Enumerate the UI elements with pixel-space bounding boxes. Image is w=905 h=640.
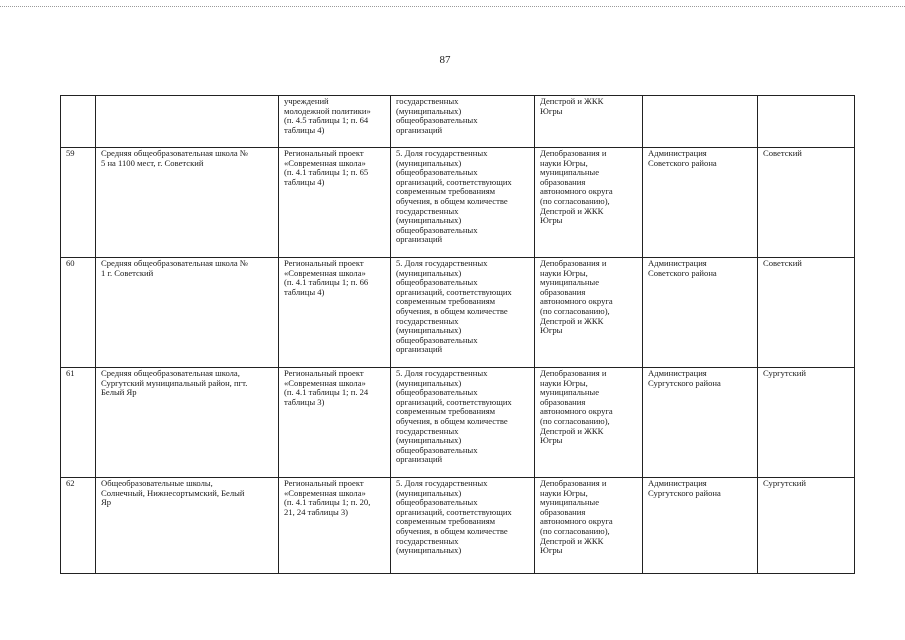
table-row [61, 478, 855, 574]
object-name: Средняя общеобразовательная школа № 5 на 1100 мест, г. Советский [96, 148, 279, 258]
object-name [96, 96, 279, 148]
district: Советский [758, 148, 855, 258]
district [758, 96, 855, 148]
indicator: 5. Доля государственных (муниципальных) общеобразовательных организаций, соответствующих современным требованиям обучения, в общем количестве государственных (муниципальных) общеобразовательных организаций [391, 368, 535, 478]
indicator: 5. Доля государственных (муниципальных) общеобразовательных организаций, соответствующих современным требованиям обучения, в общем количестве государственных (муниципальных) [391, 478, 535, 574]
object-name: Средняя общеобразовательная школа, Сургутский муниципальный район, пгт. Белый Яр [96, 368, 279, 478]
indicator: 5. Доля государственных (муниципальных) общеобразовательных организаций, соответствующих современным требованиям обучения, в общем количестве государственных (муниципальных) общеобразовательных организаций [391, 148, 535, 258]
objects-table [60, 95, 855, 574]
row-number: 59 [61, 148, 96, 258]
row-number: 62 [61, 478, 96, 574]
regional-project: учреждений молодежной политики» (п. 4.5 таблицы 1; п. 64 таблицы 4) [279, 96, 391, 148]
responsible-executor: Депобразования и науки Югры, муниципальные образования автономного округа (по согласованию), Депстрой и ЖКК Югры [535, 258, 643, 368]
indicator: 5. Доля государственных (муниципальных) общеобразовательных организаций, соответствующих современным требованиям обучения, в общем количестве государственных (муниципальных) общеобразовательных организаций [391, 258, 535, 368]
row-number [61, 96, 96, 148]
administration: Администрация Советского района [643, 258, 758, 368]
regional-project: Региональный проект «Современная школа» (п. 4.1 таблицы 1; п. 20, 21, 24 таблицы 3) [279, 478, 391, 574]
responsible-executor: Депстрой и ЖКК Югры [535, 96, 643, 148]
table-row [61, 368, 855, 478]
scan-top-edge [0, 6, 905, 7]
administration: Администрация Советского района [643, 148, 758, 258]
administration: Администрация Сургутского района [643, 478, 758, 574]
district: Сургутский [758, 368, 855, 478]
object-name: Общеобразовательные школы, Солнечный, Нижнесортымский, Белый Яр [96, 478, 279, 574]
regional-project: Региональный проект «Современная школа» (п. 4.1 таблицы 1; п. 65 таблицы 4) [279, 148, 391, 258]
district: Советский [758, 258, 855, 368]
table-row [61, 258, 855, 368]
responsible-executor: Депобразования и науки Югры, муниципальные образования автономного округа (по согласованию), Депстрой и ЖКК Югры [535, 148, 643, 258]
table-row [61, 148, 855, 258]
responsible-executor: Депобразования и науки Югры, муниципальные образования автономного округа (по согласованию), Депстрой и ЖКК Югры [535, 478, 643, 574]
object-name: Средняя общеобразовательная школа № 1 г. Советский [96, 258, 279, 368]
indicator: государственных (муниципальных) общеобразовательных организаций [391, 96, 535, 148]
page-number: 87 [439, 54, 451, 66]
regional-project: Региональный проект «Современная школа» (п. 4.1 таблицы 1; п. 24 таблицы 3) [279, 368, 391, 478]
administration: Администрация Сургутского района [643, 368, 758, 478]
row-number: 60 [61, 258, 96, 368]
row-number: 61 [61, 368, 96, 478]
regional-project: Региональный проект «Современная школа» (п. 4.1 таблицы 1; п. 66 таблицы 4) [279, 258, 391, 368]
responsible-executor: Депобразования и науки Югры, муниципальные образования автономного округа (по согласованию), Депстрой и ЖКК Югры [535, 368, 643, 478]
administration [643, 96, 758, 148]
district: Сургутский [758, 478, 855, 574]
table-row [61, 96, 855, 148]
